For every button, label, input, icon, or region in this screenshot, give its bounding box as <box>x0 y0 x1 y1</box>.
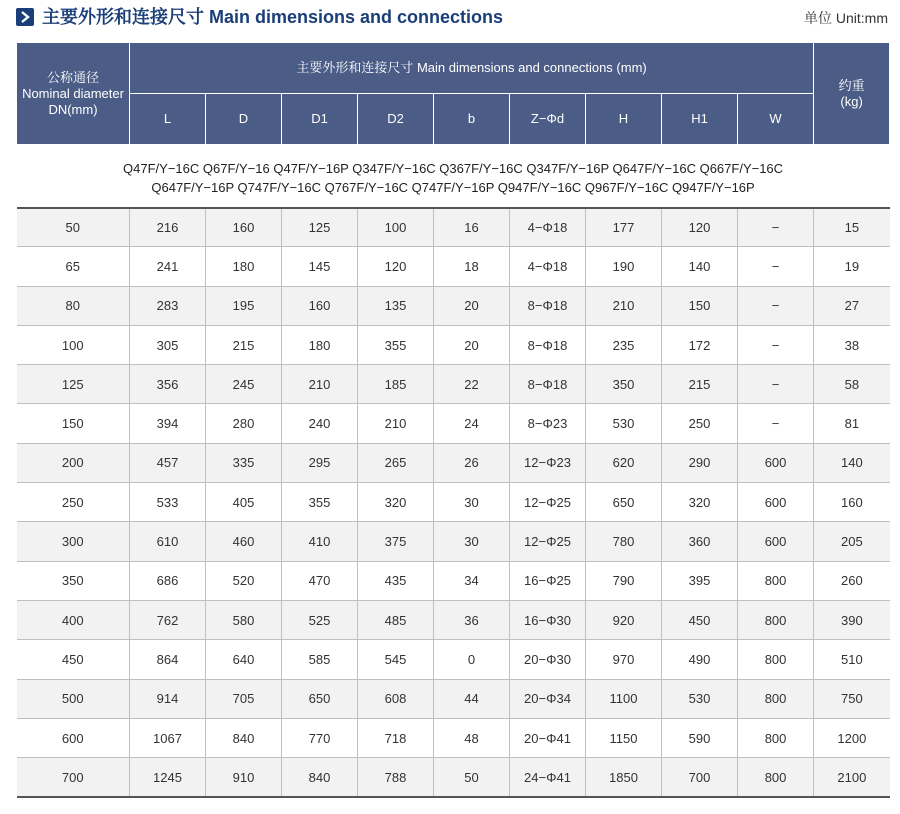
table-cell: − <box>738 365 814 404</box>
column-header: H1 <box>662 94 738 145</box>
table-cell: 245 <box>206 365 282 404</box>
table-cell: 350 <box>586 365 662 404</box>
table-cell: 590 <box>662 718 738 757</box>
table-cell: 395 <box>662 561 738 600</box>
table-row <box>17 247 890 286</box>
table-row <box>17 758 890 797</box>
table-cell: 780 <box>586 522 662 561</box>
column-header: L <box>130 94 206 145</box>
table-cell: 135 <box>358 286 434 325</box>
table-cell: 215 <box>206 325 282 364</box>
table-cell: 240 <box>282 404 358 443</box>
table-cell: 355 <box>282 483 358 522</box>
table-cell: 600 <box>17 718 130 757</box>
table-cell: − <box>738 404 814 443</box>
table-cell: 970 <box>586 640 662 679</box>
table-cell: 30 <box>434 483 510 522</box>
table-cell: 305 <box>130 325 206 364</box>
table-cell: 4−Φ18 <box>510 247 586 286</box>
table-cell: − <box>738 286 814 325</box>
table-cell: 320 <box>662 483 738 522</box>
table-cell: 0 <box>434 640 510 679</box>
table-cell: 120 <box>358 247 434 286</box>
table-cell: 36 <box>434 600 510 639</box>
table-row <box>17 640 890 679</box>
table-cell: 160 <box>206 208 282 247</box>
table-cell: 405 <box>206 483 282 522</box>
table-cell: 8−Φ18 <box>510 365 586 404</box>
table-cell: 435 <box>358 561 434 600</box>
table-row <box>17 561 890 600</box>
table-row <box>17 286 890 325</box>
table-cell: 790 <box>586 561 662 600</box>
table-cell: 295 <box>282 443 358 482</box>
table-cell: 16 <box>434 208 510 247</box>
table-row <box>17 404 890 443</box>
table-cell: 545 <box>358 640 434 679</box>
table-cell: 355 <box>358 325 434 364</box>
table-cell: 58 <box>814 365 890 404</box>
table-cell: 356 <box>130 365 206 404</box>
table-cell: 840 <box>206 718 282 757</box>
model-list <box>17 145 890 208</box>
table-cell: 34 <box>434 561 510 600</box>
table-cell: 520 <box>206 561 282 600</box>
column-header: D2 <box>358 94 434 145</box>
table-cell: 580 <box>206 600 282 639</box>
table-cell: 180 <box>282 325 358 364</box>
table-cell: 450 <box>17 640 130 679</box>
table-row <box>17 483 890 522</box>
table-cell: 150 <box>662 286 738 325</box>
table-cell: 160 <box>814 483 890 522</box>
table-cell: 640 <box>206 640 282 679</box>
table-cell: 140 <box>814 443 890 482</box>
title-bar <box>16 6 888 32</box>
table-cell: 2100 <box>814 758 890 797</box>
table-cell: 8−Φ23 <box>510 404 586 443</box>
table-row <box>17 325 890 364</box>
table-cell: 585 <box>282 640 358 679</box>
table-cell: 27 <box>814 286 890 325</box>
table-cell: 241 <box>130 247 206 286</box>
table-cell: 762 <box>130 600 206 639</box>
table-cell: 800 <box>738 758 814 797</box>
table-cell: 4−Φ18 <box>510 208 586 247</box>
table-cell: 457 <box>130 443 206 482</box>
table-row <box>17 208 890 247</box>
table-cell: 125 <box>282 208 358 247</box>
table-cell: 620 <box>586 443 662 482</box>
table-cell: 410 <box>282 522 358 561</box>
table-cell: 533 <box>130 483 206 522</box>
table-cell: 525 <box>282 600 358 639</box>
table-cell: 600 <box>738 483 814 522</box>
table-cell: 375 <box>358 522 434 561</box>
table-cell: 8−Φ18 <box>510 325 586 364</box>
table-cell: 50 <box>17 208 130 247</box>
table-cell: 260 <box>814 561 890 600</box>
table-cell: 216 <box>130 208 206 247</box>
table-cell: 22 <box>434 365 510 404</box>
table-cell: 460 <box>206 522 282 561</box>
table-cell: 80 <box>17 286 130 325</box>
table-cell: 705 <box>206 679 282 718</box>
table-cell: 840 <box>282 758 358 797</box>
table-cell: 210 <box>282 365 358 404</box>
table-cell: 20 <box>434 325 510 364</box>
table-cell: 335 <box>206 443 282 482</box>
table-cell: 50 <box>434 758 510 797</box>
table-cell: 20−Φ34 <box>510 679 586 718</box>
table-cell: 800 <box>738 600 814 639</box>
table-cell: 100 <box>358 208 434 247</box>
table-cell: 48 <box>434 718 510 757</box>
table-cell: 1200 <box>814 718 890 757</box>
chevron-right-icon <box>16 8 34 26</box>
unit-label: 单位 Unit:mm <box>804 10 888 26</box>
table-cell: 390 <box>814 600 890 639</box>
column-header: H <box>586 94 662 145</box>
column-header: W <box>738 94 814 145</box>
table-cell: 19 <box>814 247 890 286</box>
table-cell: 600 <box>738 443 814 482</box>
table-cell: − <box>738 325 814 364</box>
table-cell: 12−Φ25 <box>510 483 586 522</box>
table-cell: 24−Φ41 <box>510 758 586 797</box>
table-cell: − <box>738 247 814 286</box>
table-cell: 16−Φ30 <box>510 600 586 639</box>
table-cell: 24 <box>434 404 510 443</box>
column-header: Z−Φd <box>510 94 586 145</box>
table-cell: 12−Φ23 <box>510 443 586 482</box>
table-row <box>17 365 890 404</box>
table-cell: 610 <box>130 522 206 561</box>
table-cell: 250 <box>17 483 130 522</box>
table-row <box>17 443 890 482</box>
table-cell: 26 <box>434 443 510 482</box>
table-cell: 1067 <box>130 718 206 757</box>
table-row <box>17 718 890 757</box>
table-cell: 180 <box>206 247 282 286</box>
group-header: 主要外形和连接尺寸 Main dimensions and connections (mm) <box>130 43 814 94</box>
table-cell: 910 <box>206 758 282 797</box>
table-cell: 265 <box>358 443 434 482</box>
table-cell: − <box>738 208 814 247</box>
table-cell: 788 <box>358 758 434 797</box>
table-cell: 686 <box>130 561 206 600</box>
dn-header-en: Nominal diameter <box>22 85 124 101</box>
table-cell: 18 <box>434 247 510 286</box>
model-list-row <box>17 145 890 208</box>
table-cell: 140 <box>662 247 738 286</box>
table-cell: 350 <box>17 561 130 600</box>
table-cell: 210 <box>586 286 662 325</box>
table-cell: 38 <box>814 325 890 364</box>
table-cell: 800 <box>738 640 814 679</box>
table-cell: 20 <box>434 286 510 325</box>
dn-header <box>17 43 130 145</box>
table-cell: 120 <box>662 208 738 247</box>
table-cell: 283 <box>130 286 206 325</box>
table-cell: 125 <box>17 365 130 404</box>
table-cell: 450 <box>662 600 738 639</box>
table-cell: 530 <box>586 404 662 443</box>
table-cell: 280 <box>206 404 282 443</box>
table-cell: 320 <box>358 483 434 522</box>
table-cell: 172 <box>662 325 738 364</box>
table-cell: 800 <box>738 679 814 718</box>
table-cell: 718 <box>358 718 434 757</box>
table-cell: 700 <box>17 758 130 797</box>
table-cell: 215 <box>662 365 738 404</box>
table-cell: 608 <box>358 679 434 718</box>
table-cell: 394 <box>130 404 206 443</box>
table-cell: 1850 <box>586 758 662 797</box>
weight-header-cn: 约重 <box>838 77 865 93</box>
models-line-2: Q647F/Y−16P Q747F/Y−16C Q767F/Y−16C Q747F/Y−16P Q947F/Y−16C Q967F/Y−16C Q947F/Y−16P <box>151 179 755 195</box>
table-cell: 185 <box>358 365 434 404</box>
table-cell: 15 <box>814 208 890 247</box>
table-cell: 20−Φ30 <box>510 640 586 679</box>
table-cell: 300 <box>17 522 130 561</box>
table-cell: 150 <box>17 404 130 443</box>
table-cell: 400 <box>17 600 130 639</box>
table-cell: 914 <box>130 679 206 718</box>
table-cell: 16−Φ25 <box>510 561 586 600</box>
table-cell: 485 <box>358 600 434 639</box>
table-cell: 30 <box>434 522 510 561</box>
table-cell: 470 <box>282 561 358 600</box>
table-cell: 8−Φ18 <box>510 286 586 325</box>
table-cell: 360 <box>662 522 738 561</box>
table-cell: 250 <box>662 404 738 443</box>
table-cell: 650 <box>282 679 358 718</box>
table-cell: 510 <box>814 640 890 679</box>
table-cell: 160 <box>282 286 358 325</box>
page-title: 主要外形和连接尺寸 Main dimensions and connections <box>42 7 504 27</box>
column-header: D <box>206 94 282 145</box>
models-line-1: Q47F/Y−16C Q67F/Y−16 Q47F/Y−16P Q347F/Y−16C Q367F/Y−16C Q347F/Y−16P Q647F/Y−16C Q667F/Y−16C <box>123 160 784 176</box>
table-cell: 235 <box>586 325 662 364</box>
table-cell: 44 <box>434 679 510 718</box>
table-cell: 290 <box>662 443 738 482</box>
table-cell: 650 <box>586 483 662 522</box>
table-cell: 490 <box>662 640 738 679</box>
table-cell: 530 <box>662 679 738 718</box>
dn-header-unit: DN(mm) <box>48 101 98 117</box>
table-cell: 500 <box>17 679 130 718</box>
table-cell: 770 <box>282 718 358 757</box>
table-cell: 700 <box>662 758 738 797</box>
table-cell: 864 <box>130 640 206 679</box>
column-header: b <box>434 94 510 145</box>
table-row <box>17 522 890 561</box>
table-cell: 81 <box>814 404 890 443</box>
table-cell: 200 <box>17 443 130 482</box>
dimensions-table <box>16 42 890 798</box>
table-cell: 800 <box>738 561 814 600</box>
table-cell: 1245 <box>130 758 206 797</box>
table-cell: 12−Φ25 <box>510 522 586 561</box>
table-cell: 195 <box>206 286 282 325</box>
column-header: D1 <box>282 94 358 145</box>
weight-header <box>814 43 890 145</box>
table-cell: 190 <box>586 247 662 286</box>
table-cell: 1150 <box>586 718 662 757</box>
table-cell: 750 <box>814 679 890 718</box>
table-cell: 145 <box>282 247 358 286</box>
table-row <box>17 600 890 639</box>
table-cell: 20−Φ41 <box>510 718 586 757</box>
table-cell: 800 <box>738 718 814 757</box>
weight-header-unit: (kg) <box>840 93 863 109</box>
table-cell: 210 <box>358 404 434 443</box>
table-cell: 177 <box>586 208 662 247</box>
table-cell: 600 <box>738 522 814 561</box>
table-cell: 100 <box>17 325 130 364</box>
table-row <box>17 679 890 718</box>
table-cell: 920 <box>586 600 662 639</box>
table-cell: 205 <box>814 522 890 561</box>
dn-header-cn: 公称通径 <box>46 69 99 85</box>
table-cell: 1100 <box>586 679 662 718</box>
table-cell: 65 <box>17 247 130 286</box>
